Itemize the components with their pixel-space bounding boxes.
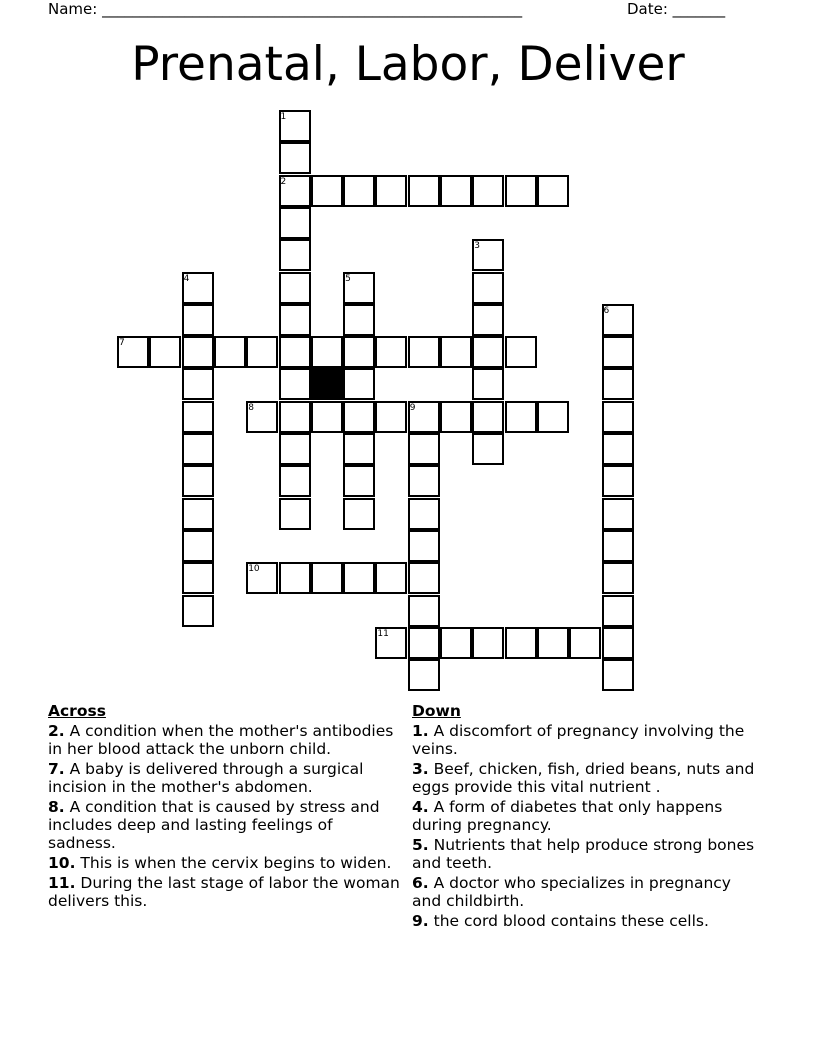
clue-text: A condition when the mother's antibodies in her blood attack the unborn child.: [48, 722, 394, 758]
down-clue: [412, 912, 762, 930]
clue-text: During the last stage of labor the woman delivers this.: [48, 874, 400, 910]
crossword-cell[interactable]: [505, 627, 537, 659]
crossword-cell[interactable]: [343, 433, 375, 465]
down-clue: [412, 798, 762, 834]
cell-number: 3: [474, 241, 481, 252]
clue-number: 6.: [412, 874, 429, 892]
crossword-cell[interactable]: [182, 498, 214, 530]
down-clues: [412, 702, 762, 932]
down-clue: [412, 874, 762, 910]
clue-number: 7.: [48, 760, 65, 778]
crossword-cell[interactable]: [311, 562, 343, 594]
across-heading: Across: [48, 702, 106, 720]
crossword-cell[interactable]: [246, 336, 278, 368]
crossword-cell[interactable]: [408, 433, 440, 465]
crossword-cell[interactable]: [602, 627, 634, 659]
crossword-cell[interactable]: [343, 368, 375, 400]
crossword-cell[interactable]: [408, 465, 440, 497]
cell-number: 1: [280, 112, 287, 122]
crossword-cell[interactable]: [602, 401, 634, 433]
crossword-cell[interactable]: [343, 336, 375, 368]
crossword-cell[interactable]: [472, 401, 504, 433]
clue-number: 9.: [412, 912, 429, 930]
cell-number: 4: [183, 273, 190, 284]
name-line: Name: ________________________________________________________: [48, 0, 523, 18]
crossword-cell[interactable]: [440, 627, 472, 659]
across-clue: [48, 854, 400, 872]
crossword-cell[interactable]: [375, 336, 407, 368]
cell-number: 7: [119, 338, 125, 349]
clue-text: A baby is delivered through a surgical incision in the mother's abdomen.: [48, 760, 364, 796]
crossword-cell[interactable]: [537, 175, 569, 207]
cell-number: 2: [280, 176, 287, 187]
crossword-cell[interactable]: [279, 401, 311, 433]
crossword-cell[interactable]: [602, 368, 634, 400]
crossword-cell[interactable]: [472, 433, 504, 465]
crossword-cell[interactable]: [279, 207, 311, 239]
date-line: Date: _______: [627, 0, 726, 18]
clue-text: A condition that is caused by stress and includes deep and lasting feelings of sadness.: [48, 798, 380, 852]
clue-text: A discomfort of pregnancy involving the veins.: [412, 722, 745, 758]
crossword-cell[interactable]: [602, 498, 634, 530]
clue-number: 10.: [48, 854, 76, 872]
crossword-cell[interactable]: [279, 368, 311, 400]
crossword-cell[interactable]: [537, 401, 569, 433]
across-clue: [48, 798, 400, 852]
crossword-cell[interactable]: [472, 627, 504, 659]
crossword-cell[interactable]: [279, 465, 311, 497]
crossword-cell[interactable]: [343, 175, 375, 207]
clue-text: Beef, chicken, fish, dried beans, nuts and eggs provide this vital nutrient .: [412, 760, 755, 796]
crossword-cell[interactable]: [537, 627, 569, 659]
crossword-cell[interactable]: [311, 401, 343, 433]
crossword-cell[interactable]: [343, 304, 375, 336]
crossword-cell[interactable]: [182, 401, 214, 433]
crossword-cell[interactable]: [505, 401, 537, 433]
clue-text: A form of diabetes that only happens during pregnancy.: [412, 798, 723, 834]
crossword-cell[interactable]: [343, 401, 375, 433]
crossword-cell[interactable]: [182, 530, 214, 562]
crossword-cell[interactable]: [408, 336, 440, 368]
crossword-cell[interactable]: [375, 562, 407, 594]
across-clue: [48, 760, 400, 796]
crossword-cell[interactable]: [569, 627, 601, 659]
crossword-cell[interactable]: [408, 175, 440, 207]
clue-text: A doctor who specializes in pregnancy and childbirth.: [412, 874, 731, 910]
crossword-cell[interactable]: [279, 562, 311, 594]
crossword-cell[interactable]: [182, 368, 214, 400]
clue-text: Nutrients that help produce strong bones and teeth.: [412, 836, 755, 872]
crossword-cell[interactable]: [408, 498, 440, 530]
crossword-cell[interactable]: [408, 562, 440, 594]
crossword-cell[interactable]: [279, 272, 311, 304]
crossword-cell[interactable]: [602, 530, 634, 562]
crossword-cell[interactable]: [279, 336, 311, 368]
crossword-cell[interactable]: [408, 659, 440, 691]
puzzle-title: Prenatal, Labor, Deliver: [131, 37, 685, 92]
crossword-cell[interactable]: [602, 465, 634, 497]
clue-number: 4.: [412, 798, 429, 816]
cell-number: 5: [345, 273, 351, 284]
crossword-cell[interactable]: [472, 304, 504, 336]
crossword-cell[interactable]: [472, 368, 504, 400]
cell-number: 8: [248, 402, 254, 413]
crossword-cell[interactable]: [440, 401, 472, 433]
down-clue: [412, 760, 762, 796]
crossword-cell[interactable]: [182, 304, 214, 336]
crossword-cell[interactable]: [375, 401, 407, 433]
clue-number: 11.: [48, 874, 76, 892]
crossword-cell[interactable]: [440, 175, 472, 207]
across-clues: [48, 702, 400, 912]
crossword-cell[interactable]: [279, 433, 311, 465]
across-clue: [48, 874, 400, 910]
clue-number: 2.: [48, 722, 65, 740]
crossword-cell[interactable]: [182, 433, 214, 465]
blocked-cell: [311, 368, 343, 400]
crossword-cell[interactable]: [408, 530, 440, 562]
crossword-cell[interactable]: [505, 336, 537, 368]
crossword-cell[interactable]: [279, 142, 311, 174]
cell-number: 11: [377, 628, 389, 639]
down-clue: [412, 722, 762, 758]
crossword-cell[interactable]: [149, 336, 181, 368]
cell-number: 10: [248, 564, 260, 575]
cell-number: 6: [603, 305, 610, 316]
crossword-cell[interactable]: [408, 627, 440, 659]
crossword-cell[interactable]: [311, 175, 343, 207]
clue-text: This is when the cervix begins to widen.: [75, 854, 392, 872]
crossword-cell[interactable]: [602, 595, 634, 627]
crossword-cell[interactable]: [279, 304, 311, 336]
crossword-cell[interactable]: [602, 659, 634, 691]
clue-number: 1.: [412, 722, 429, 740]
crossword-cell[interactable]: [343, 465, 375, 497]
cell-number: 9: [409, 402, 416, 413]
crossword-cell[interactable]: [182, 562, 214, 594]
crossword-cell[interactable]: [279, 498, 311, 530]
clue-text: the cord blood contains these cells.: [428, 912, 709, 930]
clue-number: 3.: [412, 760, 429, 778]
crossword-cell[interactable]: [182, 595, 214, 627]
crossword-cell[interactable]: [505, 175, 537, 207]
down-heading: Down: [412, 702, 461, 720]
clue-number: 8.: [48, 798, 65, 816]
crossword-cell[interactable]: [440, 336, 472, 368]
crossword-cell[interactable]: [602, 433, 634, 465]
crossword-cell[interactable]: [182, 465, 214, 497]
clue-number: 5.: [412, 836, 429, 854]
crossword-cell[interactable]: [602, 562, 634, 594]
crossword-cell[interactable]: [602, 336, 634, 368]
crossword-cell[interactable]: [472, 272, 504, 304]
crossword-cell[interactable]: [375, 175, 407, 207]
crossword-cell[interactable]: [472, 175, 504, 207]
down-clue: [412, 836, 762, 872]
crossword-cell[interactable]: [343, 562, 375, 594]
crossword-cell[interactable]: [472, 336, 504, 368]
crossword-cell[interactable]: [214, 336, 246, 368]
crossword-cell[interactable]: [408, 595, 440, 627]
crossword-cell[interactable]: [343, 498, 375, 530]
across-clue: [48, 722, 400, 758]
crossword-cell[interactable]: [182, 336, 214, 368]
crossword-cell[interactable]: [311, 336, 343, 368]
crossword-cell[interactable]: [279, 239, 311, 271]
